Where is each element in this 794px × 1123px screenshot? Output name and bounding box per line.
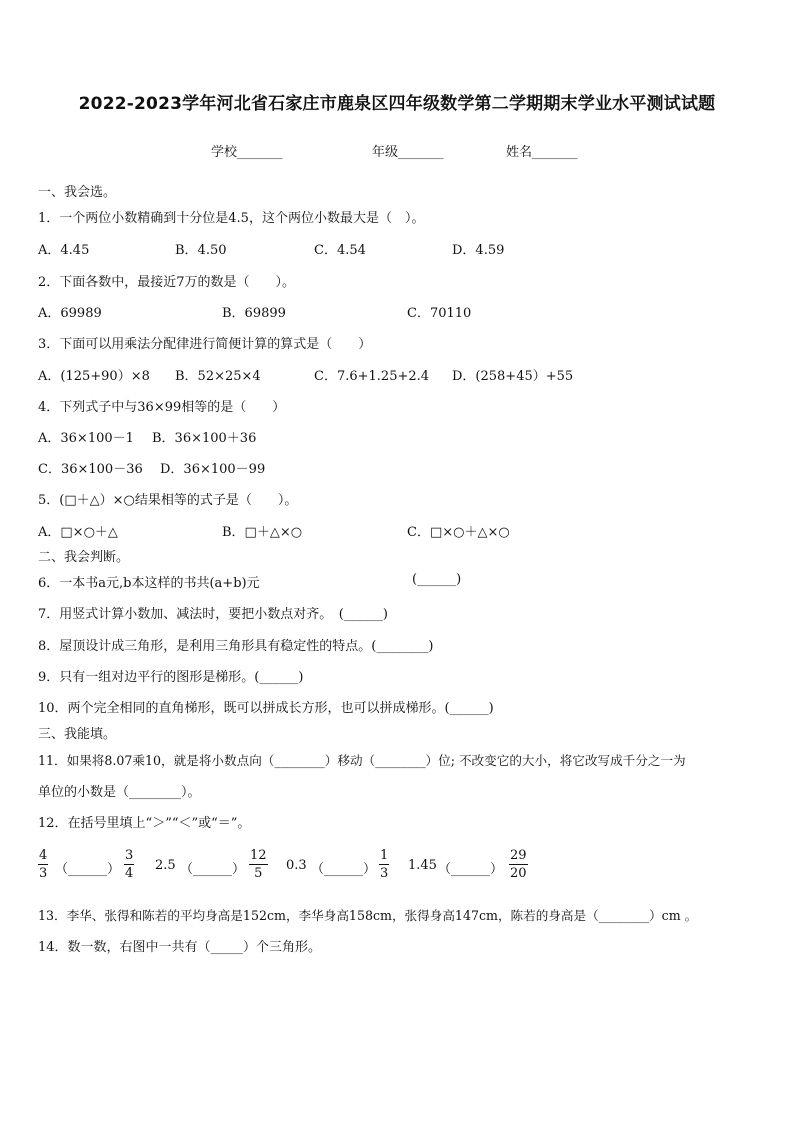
- q12-fraction-1-denominator: 3: [39, 866, 48, 881]
- q11-line-1: 11．如果将8.07乘10，就是将小数点向（________）移动（________）位; 不改变它的大小，将它改写成千分之一为: [38, 753, 686, 768]
- q1-stem: 1．一个两位小数精确到十分位是4.5，这个两位小数最大是（ ）。: [38, 211, 425, 226]
- q12-blank-4[interactable]: （______）: [438, 862, 504, 877]
- q1-option-c: C．4.54: [314, 243, 366, 258]
- q12-fraction-4: [379, 848, 389, 881]
- q6-stem: 6．一本书a元,b本这样的书共(a+b)元: [38, 576, 260, 591]
- q9-line: 9．只有一组对边平行的图形是梯形。(______): [38, 670, 304, 685]
- q14-line: 14．数一数，右图中一共有（_____）个三角形。: [38, 940, 322, 955]
- q2-option-c: C．70110: [407, 306, 472, 321]
- q12-blank-3[interactable]: （______）: [311, 862, 377, 877]
- q12-fraction-2-denominator: 4: [125, 866, 134, 881]
- q12-fraction-3: [249, 848, 268, 881]
- q12-stem: 12．在括号里填上“＞”“＜”或“＝”。: [38, 816, 251, 831]
- q6-answer-blank[interactable]: (______): [412, 572, 462, 587]
- section-3-heading: 三、我能填。: [38, 727, 117, 742]
- fraction-bar: [379, 864, 389, 865]
- q3-option-b: B．52×25×4: [175, 369, 261, 384]
- q5-option-b: B．□＋△×○: [222, 525, 303, 540]
- fraction-bar: [38, 864, 48, 865]
- q11-line-2: 单位的小数是（________）。: [38, 785, 201, 800]
- q12-value-2: 0.3: [286, 858, 307, 873]
- q3-option-a: A．(125+90）×8: [38, 369, 150, 384]
- q10-line: 10．两个完全相同的直角梯形，既可以拼成长方形，也可以拼成梯形。(______): [38, 701, 494, 716]
- q3-option-d: D．(258+45）+55: [452, 369, 574, 384]
- q5-option-a: A．□×○＋△: [38, 525, 118, 540]
- q12-fraction-4-denominator: 3: [380, 866, 389, 881]
- q12-fraction-2: [124, 848, 134, 881]
- fraction-bar: [249, 864, 268, 865]
- q2-option-b: B．69899: [222, 306, 286, 321]
- q3-option-c: C．7.6+1.25+2.4: [314, 369, 430, 384]
- q4-stem: 4．下列式子中与36×99相等的是（ ）: [38, 400, 286, 415]
- q4-option-c: C．36×100－36: [38, 462, 143, 477]
- q1-option-a: A．4.45: [38, 243, 90, 258]
- q4-option-b: B．36×100＋36: [152, 431, 257, 446]
- q12-value-1: 2.5: [155, 858, 176, 873]
- q12-fraction-5: [509, 848, 528, 881]
- section-1-heading: 一、我会选。: [38, 185, 117, 200]
- q12-fraction-5-denominator: 20: [510, 866, 527, 881]
- q12-fraction-3-numerator: 12: [250, 848, 267, 863]
- q1-option-b: B．4.50: [175, 243, 227, 258]
- school-field: 学校_______: [211, 145, 283, 160]
- q5-option-c: C．□×○＋△×○: [407, 525, 510, 540]
- fraction-bar: [124, 864, 134, 865]
- q12-fraction-1-numerator: 4: [39, 848, 48, 863]
- grade-field: 年级_______: [372, 145, 444, 160]
- name-field: 姓名_______: [506, 145, 578, 160]
- q5-stem: 5．(□＋△）×○结果相等的式子是（ ）。: [38, 493, 298, 508]
- section-2-heading: 二、我会判断。: [38, 550, 130, 565]
- q2-stem: 2．下面各数中，最接近7万的数是（ ）。: [38, 275, 296, 290]
- fraction-bar: [509, 864, 528, 865]
- q12-value-3: 1.45: [408, 858, 437, 873]
- q12-fraction-5-numerator: 29: [510, 848, 527, 863]
- q8-line: 8．屋顶设计成三角形，是利用三角形具有稳定性的特点。(________): [38, 639, 434, 654]
- q12-blank-1[interactable]: （______）: [55, 862, 121, 877]
- q12-blank-2[interactable]: （______）: [180, 862, 246, 877]
- q7-line: 7．用竖式计算小数加、减法时，要把小数点对齐。 (______): [38, 607, 388, 622]
- q1-option-d: D．4.59: [452, 243, 505, 258]
- q4-option-d: D．36×100－99: [160, 462, 266, 477]
- q2-option-a: A．69989: [38, 306, 102, 321]
- q4-option-a: A．36×100－1: [38, 431, 134, 446]
- q12-fraction-1: [38, 848, 48, 881]
- q13-line: 13．李华、张得和陈若的平均身高是152cm，李华身高158cm，张得身高147cm，陈若的身高是（________）cm 。: [38, 908, 698, 923]
- q12-fraction-4-numerator: 1: [380, 848, 389, 863]
- q3-stem: 3．下面可以用乘法分配律进行简便计算的算式是（ ）: [38, 337, 372, 352]
- q12-fraction-3-denominator: 5: [254, 866, 263, 881]
- q12-fraction-2-numerator: 3: [125, 848, 134, 863]
- page-title: 2022-2023学年河北省石家庄市鹿泉区四年级数学第二学期期末学业水平测试试题: [78, 94, 716, 114]
